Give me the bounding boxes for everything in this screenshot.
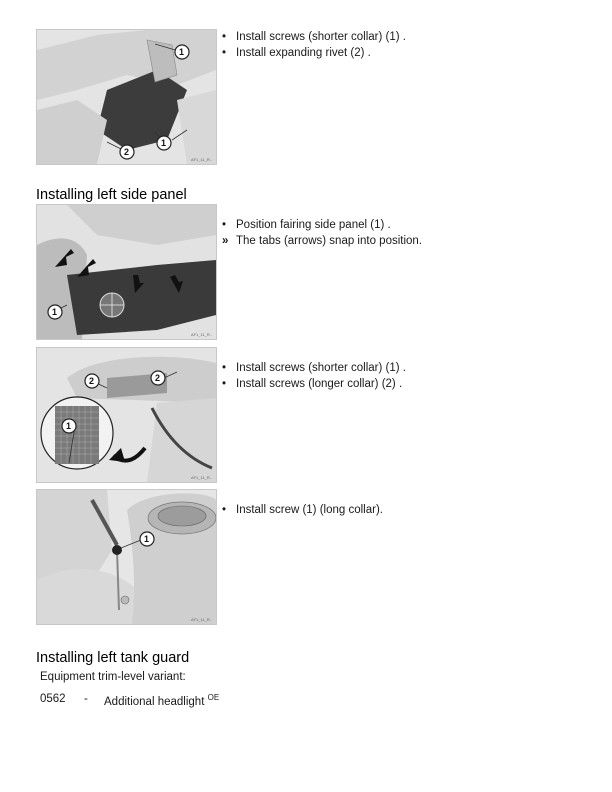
step-item: • Position fairing side panel (1) . bbox=[222, 219, 391, 231]
variant-text: Additional headlight bbox=[104, 695, 205, 708]
figure-code: AF1_11_R.. bbox=[190, 157, 212, 162]
step-item: • Install screws (shorter collar) (1) . bbox=[222, 31, 406, 43]
figure-code: AF1_11_R.. bbox=[190, 617, 212, 622]
callout-1 bbox=[48, 305, 62, 319]
variant-description bbox=[104, 693, 219, 708]
variant-dash: - bbox=[84, 693, 88, 705]
step-item: • Install screws (shorter collar) (1) . bbox=[222, 362, 406, 374]
section-heading-tank-guard: Installing left tank guard bbox=[36, 650, 190, 666]
fairing-screws-illustration bbox=[37, 30, 216, 164]
variant-oe-superscript: OE bbox=[207, 693, 220, 702]
callout-2-right bbox=[151, 371, 165, 385]
svg-text:1: 1 bbox=[52, 307, 58, 317]
svg-text:2: 2 bbox=[155, 373, 161, 383]
callout-1 bbox=[140, 532, 154, 546]
variant-code: 0562 bbox=[40, 693, 66, 705]
callout-2 bbox=[120, 145, 134, 159]
steps-block3 bbox=[222, 360, 406, 392]
side-panel-illustration bbox=[37, 205, 216, 339]
svg-text:1: 1 bbox=[179, 47, 185, 57]
svg-text:2: 2 bbox=[124, 147, 130, 157]
figure-code: AF1_11_R.. bbox=[190, 475, 212, 480]
figure-tank-screw bbox=[36, 489, 217, 625]
figure-code: AF1_11_R.. bbox=[190, 332, 212, 337]
figure-side-panel bbox=[36, 204, 217, 340]
step-item: • Install expanding rivet (2) . bbox=[222, 47, 371, 59]
equipment-variant-label: Equipment trim-level variant: bbox=[40, 671, 186, 683]
callout-1 bbox=[62, 419, 76, 433]
step-result: » The tabs (arrows) snap into position. bbox=[222, 235, 423, 247]
step-item: • Install screw (1) (long collar). bbox=[222, 504, 383, 516]
tank-screw-illustration bbox=[37, 490, 216, 624]
equipment-variant-row bbox=[40, 693, 340, 709]
radiator-screws-illustration bbox=[37, 348, 216, 482]
figure-fairing-screws bbox=[36, 29, 217, 165]
callout-1-bottom bbox=[157, 136, 171, 150]
callout-1-top bbox=[175, 45, 189, 59]
callout-2-left bbox=[85, 374, 99, 388]
steps-block1 bbox=[222, 29, 406, 61]
figure-radiator-screws bbox=[36, 347, 217, 483]
steps-block2 bbox=[222, 217, 422, 249]
svg-text:2: 2 bbox=[89, 376, 95, 386]
step-item: • Install screws (longer collar) (2) . bbox=[222, 378, 403, 390]
svg-text:1: 1 bbox=[144, 534, 150, 544]
svg-text:1: 1 bbox=[66, 421, 72, 431]
section-heading-left-side-panel: Installing left side panel bbox=[36, 187, 187, 203]
steps-block4 bbox=[222, 502, 383, 518]
svg-text:1: 1 bbox=[161, 138, 167, 148]
